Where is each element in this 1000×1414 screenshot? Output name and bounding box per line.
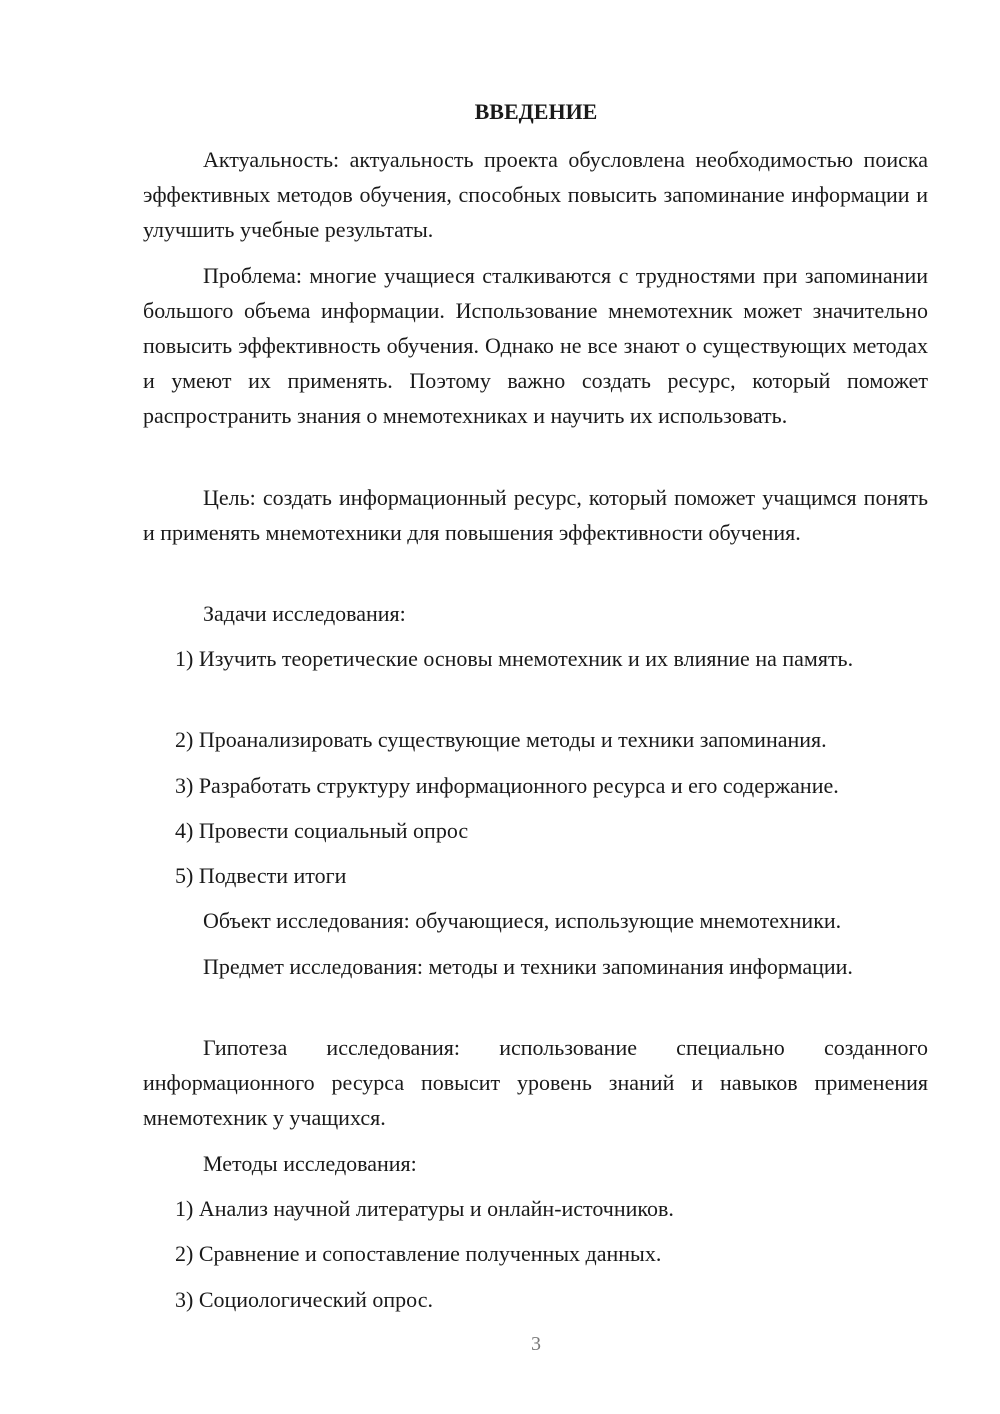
subject-paragraph: Предмет исследования: методы и техники запоминания информации. <box>203 954 853 979</box>
task-item-3: 3) Разработать структуру информационного ресурса и его содержание. <box>175 773 839 798</box>
tasks-title: Задачи исследования: <box>203 601 406 626</box>
method-item-2: 2) Сравнение и сопоставление полученных данных. <box>175 1241 662 1266</box>
section-heading: ВВЕДЕНИЕ <box>474 99 598 124</box>
task-item-1: 1) Изучить теоретические основы мнемотехник и их влияние на память. <box>175 646 854 671</box>
method-item-1: 1) Анализ научной литературы и онлайн-источников. <box>175 1196 674 1221</box>
method-item-3: 3) Социологический опрос. <box>175 1287 433 1312</box>
task-item-5: 5) Подвести итоги <box>175 863 347 888</box>
task-item-4: 4) Провести социальный опрос <box>175 818 469 843</box>
task-item-2: 2) Проанализировать существующие методы и техники запоминания. <box>175 727 827 752</box>
problem-paragraph: Проблема: многие учащиеся сталкиваются с трудностями при запоминании большого объема информации. Использование мнемотехник может значительно повысить эффективность обучения. Однако не все знают о существующих методах и умеют их применять. Поэтому важно создать ресурс, который поможет распространить знания о мнемотехниках и научить их использовать. <box>143 263 928 428</box>
hypothesis-paragraph: Гипотеза исследования: использование специально созданного информационного ресурса повысит уровень знаний и навыков применения мнемотехник у учащихся. <box>143 1035 928 1130</box>
methods-title: Методы исследования: <box>203 1151 417 1176</box>
page-number: 3 <box>531 1333 541 1355</box>
relevance-paragraph: Актуальность: актуальность проекта обусловлена необходимостью поиска эффективных методов обучения, способных повысить запоминание информации и улучшить учебные результаты. <box>143 147 928 242</box>
object-paragraph: Объект исследования: обучающиеся, использующие мнемотехники. <box>203 908 842 933</box>
goal-paragraph: Цель: создать информационный ресурс, который поможет учащимся понять и применять мнемотехники для повышения эффективности обучения. <box>143 485 928 545</box>
